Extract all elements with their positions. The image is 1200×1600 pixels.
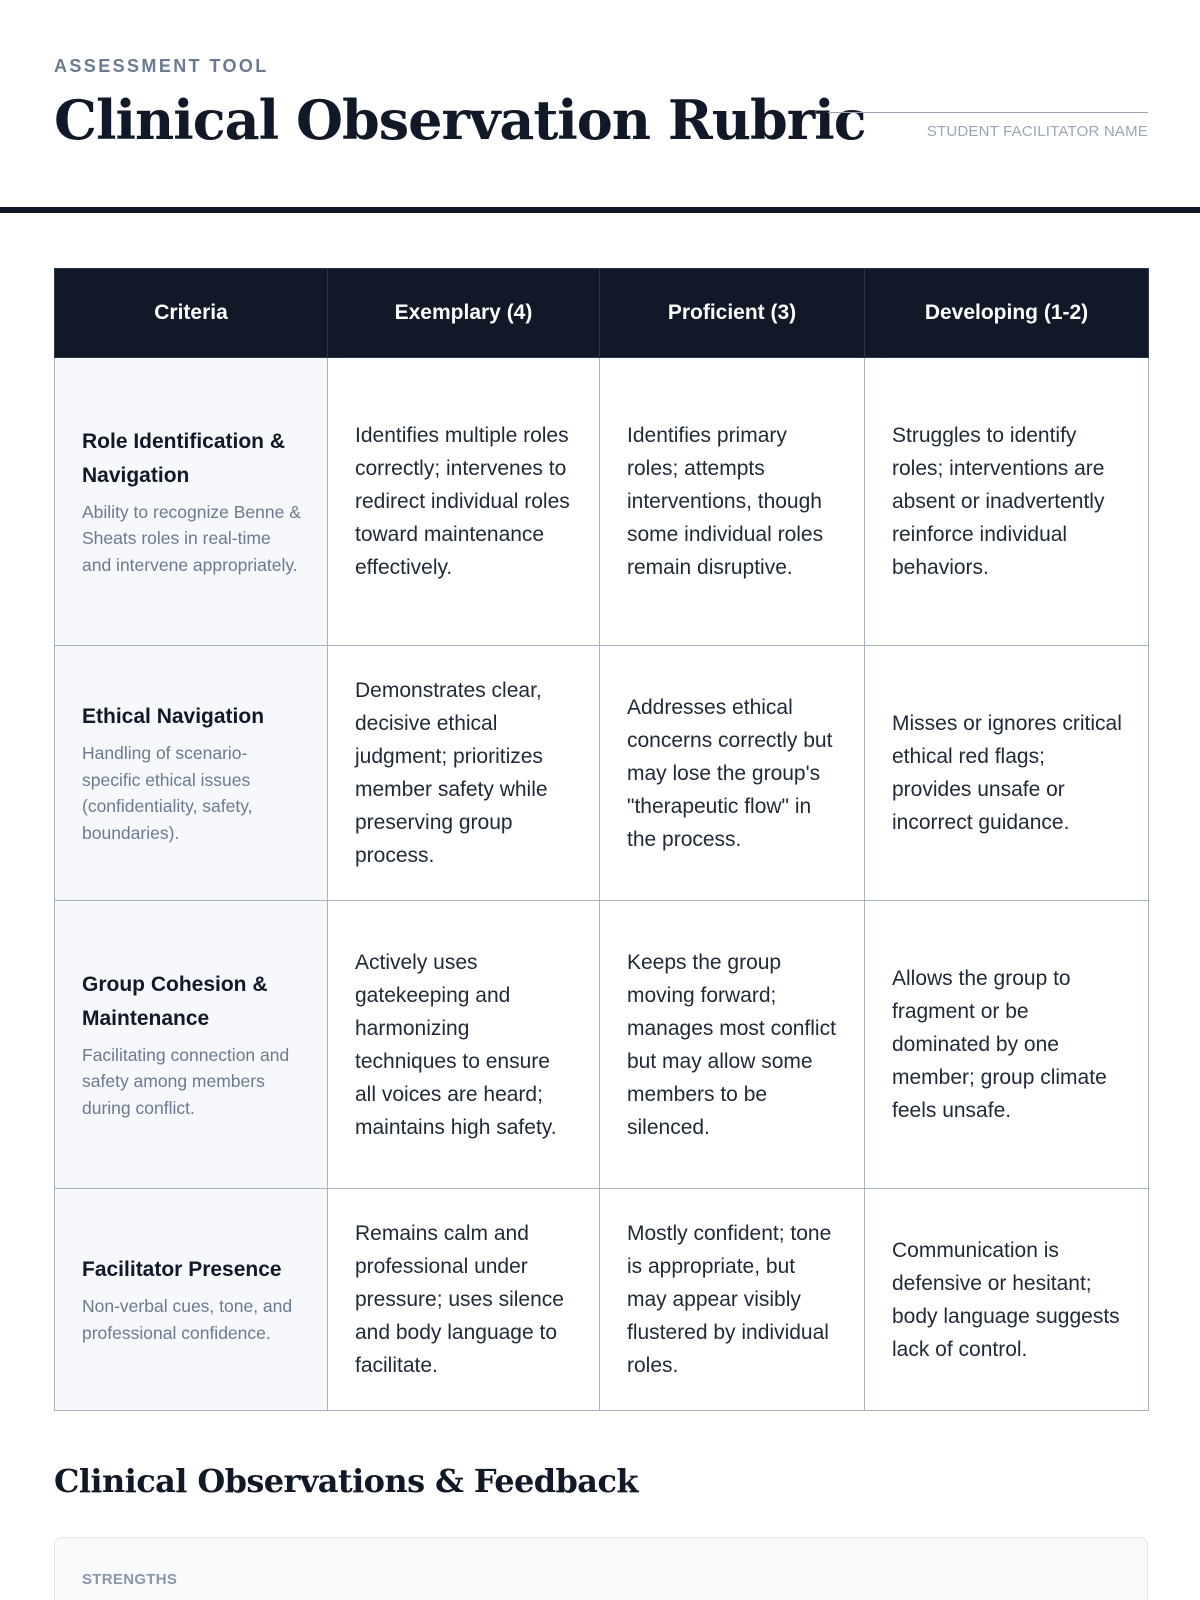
table-row (55, 646, 1149, 901)
exemplary-cell: Actively uses gatekeeping and harmonizing techniques to ensure all voices are heard; maintains high safety. (328, 901, 600, 1189)
criteria-description: Facilitating connection and safety among members during conflict. (82, 1044, 290, 1118)
developing-cell: Communication is defensive or hesitant; body language suggests lack of control. (865, 1189, 1149, 1411)
exemplary-cell: Identifies multiple roles correctly; intervenes to redirect individual roles toward maintenance effectively. (328, 358, 600, 646)
criteria-name: Group Cohesion & Maintenance (82, 972, 268, 1030)
criteria-description: Non-verbal cues, tone, and professional confidence. (82, 1296, 293, 1343)
exemplary-cell: Demonstrates clear, decisive ethical judgment; prioritizes member safety while preserving group process. (328, 646, 600, 901)
proficient-cell: Addresses ethical concerns correctly but may lose the group's "therapeutic flow" in the process. (600, 646, 865, 901)
column-header-criteria: Criteria (55, 269, 328, 358)
exemplary-cell: Remains calm and professional under pressure; uses silence and body language to facilitate. (328, 1189, 600, 1411)
criteria-cell (55, 1189, 328, 1411)
proficient-cell: Keeps the group moving forward; manages most conflict but may allow some members to be silenced. (600, 901, 865, 1189)
page-header (54, 0, 1148, 208)
feedback-section-title: Clinical Observations & Feedback (54, 1462, 638, 1500)
column-header-proficient: Proficient (3) (600, 269, 865, 358)
criteria-description: Handling of scenario-specific ethical issues (confidentiality, safety, boundaries). (82, 743, 253, 843)
developing-cell: Struggles to identify roles; interventions are absent or inadvertently reinforce individual behaviors. (865, 358, 1149, 646)
student-name-label: STUDENT FACILITATOR NAME (926, 123, 1148, 140)
column-header-developing: Developing (1-2) (865, 269, 1149, 358)
criteria-cell (55, 358, 328, 646)
student-name-field[interactable] (828, 112, 1148, 140)
criteria-cell (55, 646, 328, 901)
criteria-description: Ability to recognize Benne & Sheats roles in real-time and intervene appropriately. (82, 501, 301, 575)
criteria-name: Role Identification & Navigation (82, 429, 286, 487)
table-row (55, 358, 1149, 646)
rubric-table (54, 268, 1149, 1411)
developing-cell: Misses or ignores critical ethical red flags; provides unsafe or incorrect guidance. (865, 646, 1149, 901)
table-header-row (55, 269, 1149, 358)
table-row (55, 1189, 1149, 1411)
strengths-box[interactable] (54, 1537, 1148, 1600)
column-header-exemplary: Exemplary (4) (328, 269, 600, 358)
proficient-cell: Mostly confident; tone is appropriate, but may appear visibly flustered by individual roles. (600, 1189, 865, 1411)
header-divider (0, 207, 1200, 213)
criteria-name: Ethical Navigation (82, 705, 265, 728)
document-category: ASSESSMENT TOOL (54, 56, 269, 76)
criteria-cell (55, 901, 328, 1189)
proficient-cell: Identifies primary roles; attempts interventions, though some individual roles remain disruptive. (600, 358, 865, 646)
strengths-label: STRENGTHS (82, 1571, 178, 1588)
page-title: Clinical Observation Rubric (54, 88, 866, 152)
table-row (55, 901, 1149, 1189)
criteria-name: Facilitator Presence (82, 1258, 282, 1281)
developing-cell: Allows the group to fragment or be dominated by one member; group climate feels unsafe. (865, 901, 1149, 1189)
